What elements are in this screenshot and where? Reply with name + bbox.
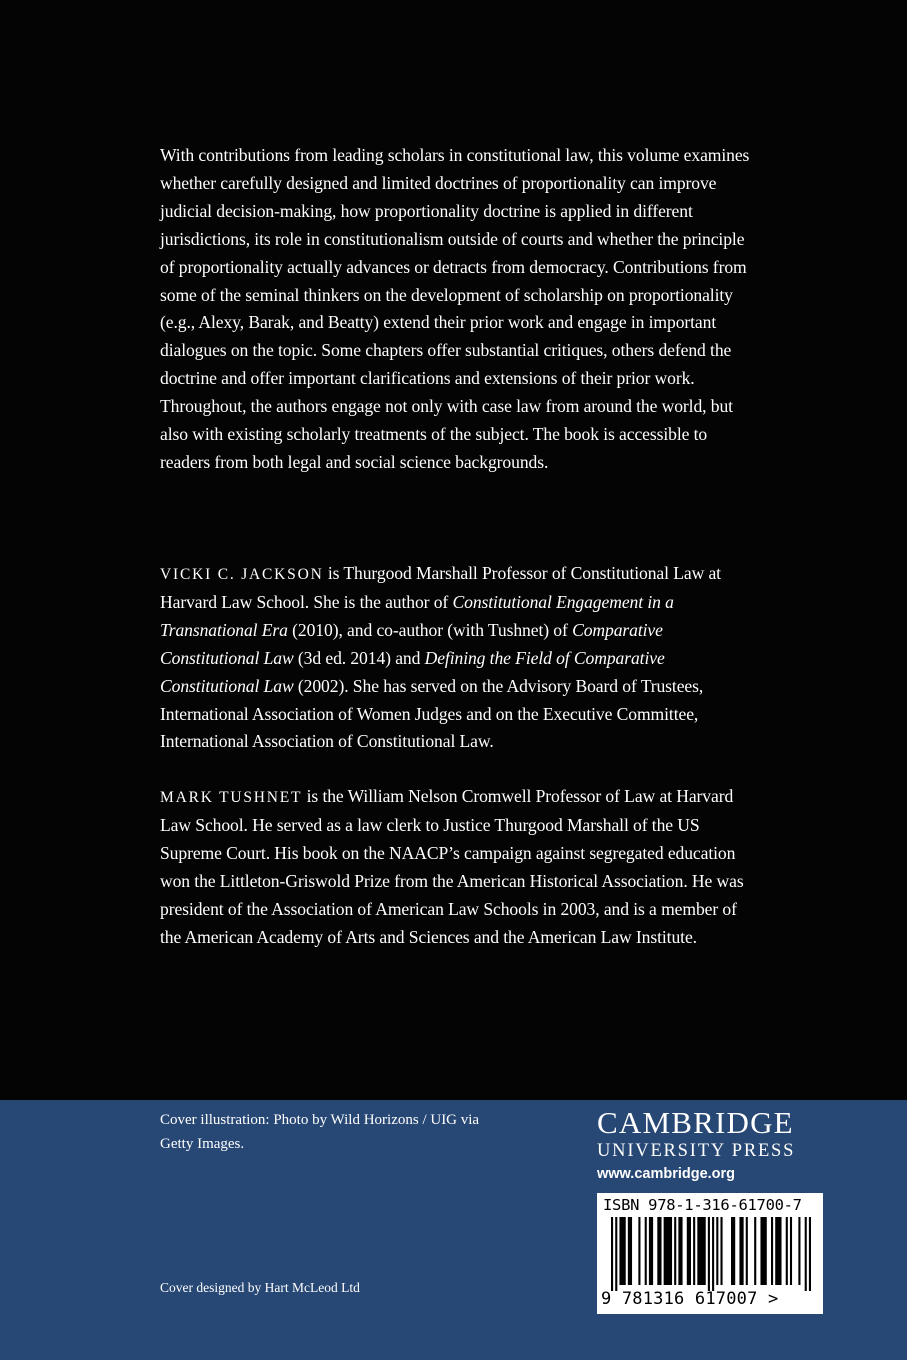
barcode-bar: [805, 1217, 807, 1291]
barcode-bar: [615, 1217, 617, 1291]
barcode-bar: [731, 1217, 735, 1285]
barcode-bar: [657, 1217, 661, 1285]
cover-design-credit: Cover designed by Hart McLeod Ltd: [160, 1280, 360, 1295]
barcode-bar: [809, 1217, 811, 1291]
barcode-bar: [674, 1217, 676, 1285]
barcode-bar: [697, 1217, 705, 1285]
author-name-tushnet: MARK TUSHNET: [160, 789, 303, 806]
barcode-bar: [687, 1217, 691, 1285]
isbn-barcode: [597, 1193, 823, 1314]
barcode-bar: [716, 1217, 718, 1285]
book-title: Defining the Field of Comparative Constitutional Law: [160, 647, 665, 696]
barcode-bar: [775, 1217, 781, 1285]
barcode-bar: [739, 1217, 743, 1285]
barcode-bar: [720, 1217, 722, 1285]
barcode-bar: [754, 1217, 756, 1285]
barcode-bar: [708, 1217, 710, 1291]
publisher-name: CAMBRIDGE: [597, 1105, 794, 1140]
cover-illustration-credit: Cover illustration: Photo by Wild Horizons / UIG via Getty Images.: [160, 1112, 480, 1152]
barcode-bar: [664, 1217, 672, 1285]
author-bio-jackson: VICKI C. JACKSON is Thurgood Marshall Professor of Constitutional Law at Harvard Law School. She is the author of Constitutional Engagement in a Transnational Era (2010), and co-author (with Tushnet) of Comparative Constitutional Law (3d ed. 2014) and Defining the Field of Comparative Constitutional Law (2002). She has served on the Advisory Board of Trustees, International Association of Women Judges and on the Executive Committee, International Association of Constitutional Law.: [160, 563, 721, 752]
barcode-bar: [638, 1217, 640, 1285]
book-title: Comparative Constitutional Law: [160, 619, 663, 668]
barcode-bar: [645, 1217, 647, 1285]
publisher-logo: [597, 1106, 827, 1184]
barcode-bar: [798, 1217, 800, 1285]
publisher-url: www.cambridge.org: [597, 1166, 736, 1182]
author-bio-tushnet: MARK TUSHNET is the William Nelson Cromwell Professor of Law at Harvard Law School. He served as a law clerk to Justice Thurgood Marshall of the US Supreme Court. His book on the NAACP’s campaign against segregated education won the Littleton-Griswold Prize from the American Historical Association. He was president of the Association of American Law Schools in 2003, and is a member of the American Academy of Arts and Sciences and the American Law Institute.: [160, 786, 744, 947]
barcode-digits: 9 781316 617007 >: [601, 1289, 779, 1309]
barcode-bar: [628, 1217, 632, 1285]
barcode-bar: [760, 1217, 766, 1285]
barcode-bar: [746, 1217, 748, 1285]
barcode-bar: [619, 1217, 625, 1285]
author-name-jackson: VICKI C. JACKSON: [160, 566, 324, 583]
book-title: Constitutional Engagement in a Transnational Era: [160, 591, 674, 640]
barcode-bars: [611, 1217, 811, 1291]
publisher-subtitle: UNIVERSITY PRESS: [597, 1141, 796, 1161]
barcode-bar: [693, 1217, 695, 1285]
barcode-bar: [790, 1217, 792, 1285]
isbn-label: ISBN 978-1-316-61700-7: [603, 1196, 802, 1214]
barcode-bar: [786, 1217, 788, 1285]
barcode-bar: [649, 1217, 653, 1285]
barcode-bar: [771, 1217, 773, 1285]
barcode-bar: [611, 1217, 613, 1291]
barcode-bar: [678, 1217, 682, 1285]
book-blurb: With contributions from leading scholars in constitutional law, this volume examines whether carefully designed and limited doctrines of proportionality can improve judicial decision-making, how proportionality doctrine is applied in different jurisdictions, its role in constitutionalism outside of courts and whether the principle of proportionality actually advances or detracts from democracy. Contributions from some of the seminal thinkers on the development of scholarship on proportionality (e.g., Alexy, Barak, and Beatty) extend their prior work and engage in important dialogues on the topic. Some chapters offer substantial critiques, others defend the doctrine and offer important clarifications and extensions of their prior work. Throughout, the authors engage not only with case law from around the world, but also with existing scholarly treatments of the subject. The book is accessible to readers from both legal and social science backgrounds.: [160, 145, 750, 472]
barcode-bar: [712, 1217, 714, 1291]
